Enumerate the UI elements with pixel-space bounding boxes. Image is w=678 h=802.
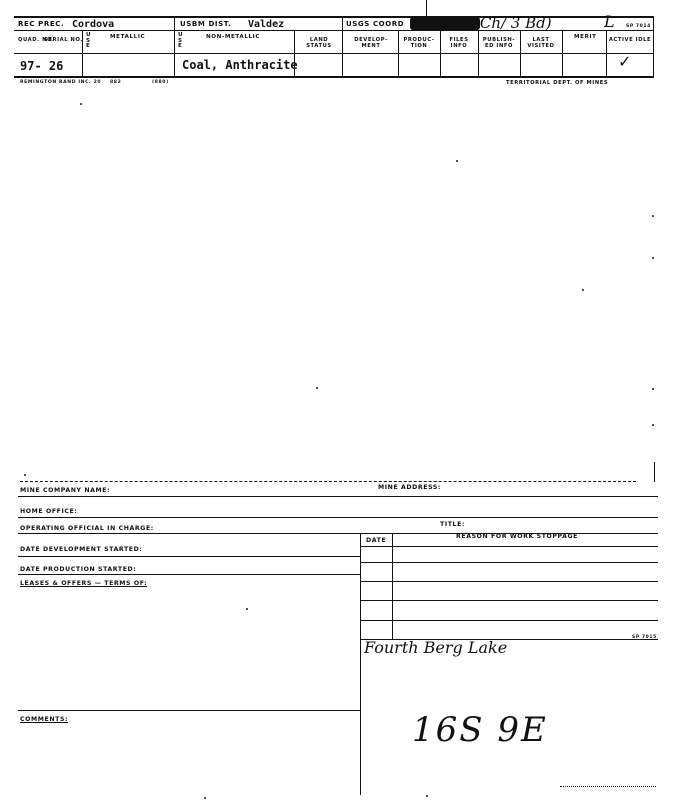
col-use-nonmetallic: U S E [178,32,184,49]
rule-development [18,556,360,557]
stoppage-rule-5 [360,620,658,621]
col-development: DEVELOP- MENT [354,37,388,49]
scan-speck [652,257,654,259]
card-edge-rule [20,481,636,482]
handwritten-location: Fourth Berg Lake [364,638,508,657]
scan-speck [582,289,584,291]
usgs-coord-label: USGS COORD [346,20,405,28]
divider-usbm [174,16,175,76]
scan-speck [316,387,318,389]
date-development-label: DATE DEVELOPMENT STARTED: [20,546,143,553]
divider-active [606,30,607,76]
scan-speck [80,103,82,105]
divider-files [440,30,441,76]
scan-speck [456,160,458,162]
stoppage-rule-3 [360,581,658,582]
form-code-top: SP 7014 [626,24,651,29]
col-metallic: METALLIC [110,34,146,40]
department-label: TERRITORIAL DEPT. OF MINES [506,80,609,86]
form-center-divider [360,533,361,795]
scan-speck [204,797,206,799]
divider-last [520,30,521,76]
divider-merit [562,30,563,76]
divider-production [398,30,399,76]
printer-mark: REMINGTON RAND INC. 20 [20,80,102,85]
handwritten-mark: L [604,12,615,31]
date-production-label: DATE PRODUCTION STARTED: [20,566,137,573]
col-published-info: PUBLISH- ED INFO [482,37,516,49]
header-rule [14,30,654,31]
stoppage-rule-4 [360,600,658,601]
top-border [14,16,654,18]
date-column-divider [392,533,393,640]
scan-speck [24,474,26,476]
active-check-mark: ✓ [618,52,632,71]
mine-address-label: MINE ADDRESS: [378,484,441,491]
rec-prec-value: Cordova [72,19,115,30]
scan-speck [246,608,248,610]
col-production: PRODUC- TION [403,37,435,49]
bottom-dotted-mark [560,786,656,787]
printer-code-1: 882 [110,80,122,85]
col-use-metallic: U S E [86,32,92,49]
reason-column-header: REASON FOR WORK STOPPAGE [456,533,578,540]
rule-home-office [18,517,658,518]
home-office-label: HOME OFFICE: [20,508,78,515]
comments-label: COMMENTS: [20,716,69,723]
leases-label: LEASES & OFFERS — TERMS OF: [20,580,148,587]
title-label: TITLE: [440,521,465,528]
scan-speck [652,424,654,426]
handwritten-township: 16S 9E [412,710,548,750]
divider-usgs [342,16,343,76]
col-active-idle: ACTIVE IDLE [608,37,652,43]
date-column-header: DATE [366,537,387,544]
form-code-bottom: SP 7015 [632,635,657,640]
rule-company [18,496,658,497]
card-edge-vertical [654,462,655,482]
scan-speck [652,388,654,390]
right-border [653,16,654,76]
record-quad-no: 97- 26 [20,59,64,73]
usbm-dist-value: Valdez [248,19,285,30]
usgs-coord-value: (Ch/ 3 Bd) [474,14,552,32]
printer-code-2: (880) [152,80,169,85]
rec-prec-label: REC PREC. [18,20,65,28]
scan-speck [426,795,428,797]
col-serial-no: SERIAL NO. [44,37,83,43]
operating-official-label: OPERATING OFFICIAL IN CHARGE: [20,525,154,532]
divider-published [478,30,479,76]
rule-comments [18,710,360,711]
col-merit: MERIT [574,34,597,40]
record-bottom-rule [14,76,654,78]
col-files-info: FILES INFO [449,37,469,49]
col-quad-no: QUAD. NO. [18,37,55,43]
stoppage-rule-1 [360,546,658,547]
col-last-visited: LAST VISITED [527,37,555,49]
usbm-dist-label: USBM DIST. [180,20,232,28]
stoppage-rule-2 [360,562,658,563]
column-header-rule [14,53,654,54]
mine-company-name-label: MINE COMPANY NAME: [20,487,111,494]
col-nonmetallic: NON-METALLIC [206,34,261,40]
redaction-mark [410,17,480,30]
col-land-status: LAND STATUS [306,37,332,49]
record-nonmetallic: Coal, Anthracite [182,58,298,72]
scan-speck [652,215,654,217]
tick-mark [426,0,427,17]
rule-production [18,574,360,575]
